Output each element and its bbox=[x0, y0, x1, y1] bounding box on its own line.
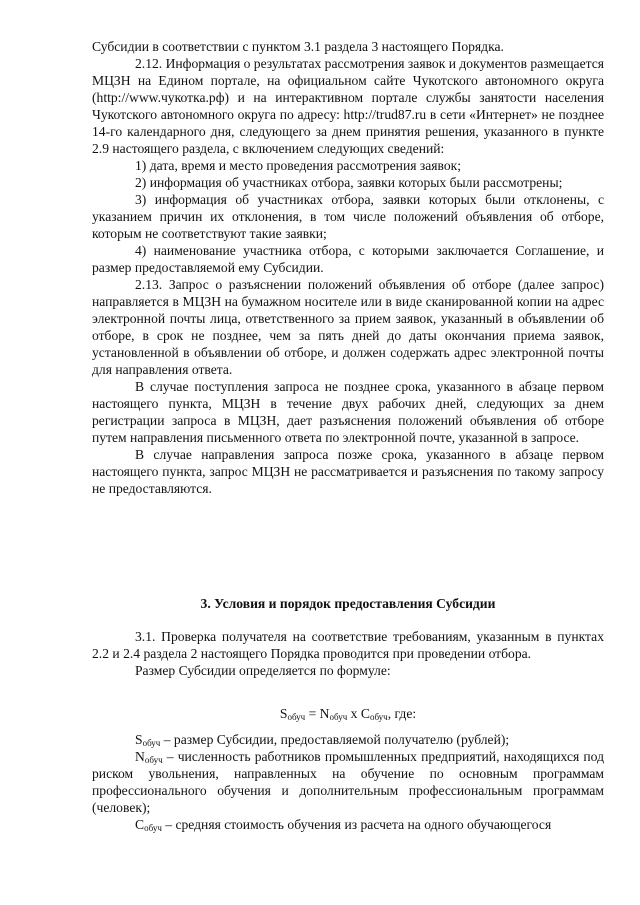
def-c-text: – средняя стоимость обучения из расчета на одного обучающегося bbox=[161, 817, 552, 832]
paragraph-request-received: В случае поступления запроса не позднее срока, указанного в абзаце первом настоящего пункта, МЦЗН в течение двух рабочих дней, следующих за днем регистрации запроса в МЦЗН, дает разъяснения положений объявления об отборе путем направления письменного ответа по электронной почте, указанной в запросе. bbox=[92, 379, 604, 445]
paragraph-2-12: 2.12. Информация о результатах рассмотрения заявок и документов размещается МЦЗН на Едином портале, на официальном сайте Чукотского автономного округа (http://www.чукотка.рф) и на интерактивном портале службы занятости населения Чукотского автономного округа по адресу: http://trud87.ru в сети «Интернет» не позднее 14-го календарного дня, следующего за днем принятия решения, указанного в пункте 2.9 настоящего раздела, с включением следующих сведений: bbox=[92, 56, 604, 156]
formula-tail: , где: bbox=[387, 706, 417, 721]
list-item-4: 4) наименование участника отбора, с которыми заключается Соглашение, и размер предоставляемой ему Субсидии. bbox=[92, 243, 604, 275]
def-n-symbol: N bbox=[135, 749, 145, 764]
def-s-symbol: S bbox=[135, 732, 143, 747]
section-3-heading: 3. Условия и порядок предоставления Субсидии bbox=[200, 596, 496, 611]
list-item-1: 1) дата, время и место проведения рассмотрения заявок; bbox=[135, 158, 462, 173]
def-s-subscript: обуч bbox=[142, 738, 161, 748]
formula-n-symbol: N bbox=[319, 706, 330, 721]
formula-n-subscript: обуч bbox=[329, 712, 348, 722]
text-block-section-3 bbox=[92, 628, 604, 679]
definition-s bbox=[92, 731, 604, 748]
definition-c bbox=[92, 816, 604, 833]
paragraph-request-late: В случае направления запроса позже срока, указанного в абзаце первом настоящего пункта, запрос МЦЗН не рассматривается и разъяснения по такому запросу не предоставляются. bbox=[92, 447, 604, 496]
list-item-2: 2) информация об участниках отбора, заявки которых были рассмотрены; bbox=[135, 175, 563, 190]
formula-c-subscript: обуч bbox=[369, 712, 388, 722]
text-block-definitions bbox=[92, 731, 604, 833]
formula-times: х bbox=[347, 706, 361, 721]
def-s-text: – размер Субсидии, предоставляемой получателю (рублей); bbox=[160, 732, 510, 747]
subsidy-formula bbox=[92, 705, 604, 722]
text-block-top bbox=[92, 38, 604, 497]
formula-c-symbol: C bbox=[360, 706, 370, 721]
def-n-subscript: обуч bbox=[144, 755, 163, 765]
formula-s-subscript: обуч bbox=[287, 712, 306, 722]
def-n-text: – численность работников промышленных предприятий, находящихся под риском увольнения, направленных на обучение по основным программам профессионального обучения и дополнительным профессиональным программам (человек); bbox=[92, 749, 604, 815]
formula-equals: = bbox=[305, 706, 320, 721]
list-item-3: 3) информация об участниках отбора, заявки которых были отклонены, с указанием причин их отклонения, в том числе положений объявления об отборе, которым не соответствуют такие заявки; bbox=[92, 192, 604, 241]
formula-s-symbol: S bbox=[279, 706, 288, 721]
def-c-subscript: обуч bbox=[144, 823, 162, 833]
paragraph-formula-intro: Размер Субсидии определяется по формуле: bbox=[135, 663, 391, 678]
paragraph-2-13: 2.13. Запрос о разъяснении положений объявления об отборе (далее запрос) направляется в МЦЗН на бумажном носителе или в виде сканированной копии на адрес электронной почты лица, ответственного за прием заявок, указанный в объявлении об отборе, в срок не позднее, чем за пять дней до даты окончания приема заявок, установленной в объявлении об отборе, и должен содержать адрес электронной почты для направления ответа. bbox=[92, 277, 604, 377]
def-c-symbol: C bbox=[135, 817, 145, 832]
definition-n bbox=[92, 748, 604, 816]
paragraph-subsidy-ref: Субсидии в соответствии с пунктом 3.1 раздела 3 настоящего Порядка. bbox=[92, 39, 504, 54]
paragraph-3-1: 3.1. Проверка получателя на соответствие требованиям, указанным в пунктах 2.2 и 2.4 раздела 2 настоящего Порядка проводится при проведении отбора. bbox=[92, 629, 604, 661]
